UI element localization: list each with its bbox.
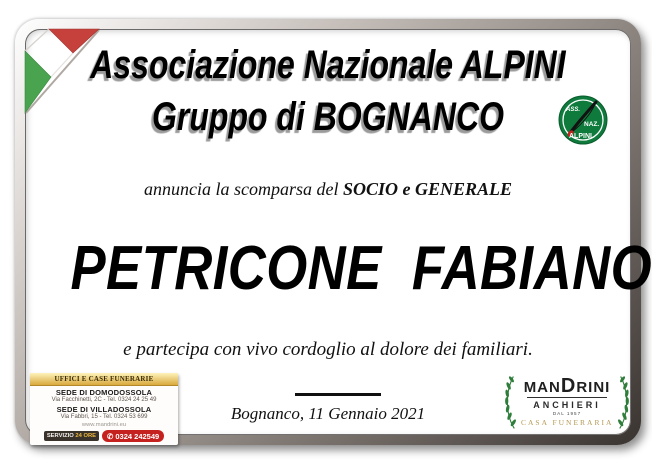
office-name: SEDE DI DOMODOSSOLA bbox=[55, 388, 153, 397]
brand-logo bbox=[502, 365, 632, 439]
service-24h-band bbox=[44, 431, 99, 441]
laurel-branch-left-icon bbox=[502, 372, 519, 432]
ana-naz-text: NAZ. bbox=[584, 121, 600, 128]
brand-name bbox=[521, 374, 613, 397]
deceased-name: PETRICONE FABIANO bbox=[70, 234, 652, 303]
funeral-card-header: UFFICI E CASE FUNERARIE bbox=[30, 373, 178, 386]
website-text: www.mandrini.eu bbox=[81, 422, 127, 428]
office-address: Via Fabbri, 15 - Tel. 0324 53 699 bbox=[60, 414, 148, 420]
brand-tagline: CASA FUNERARIA bbox=[521, 417, 614, 427]
brand-rule bbox=[527, 397, 607, 398]
group-title: Gruppo di BOGNANCO bbox=[152, 95, 504, 139]
service-prefix: SERVIZIO bbox=[46, 433, 76, 439]
divider-line bbox=[295, 393, 381, 396]
ana-alpini-logo-icon bbox=[558, 95, 608, 145]
announcement-emphasis: SOCIO e GENERALE bbox=[342, 179, 512, 199]
laurel-branch-right-icon bbox=[615, 372, 632, 432]
phone-badge bbox=[102, 430, 164, 442]
ana-ass-text: ASS. bbox=[566, 107, 581, 113]
association-title: Associazione Nazionale ALPINI bbox=[90, 43, 566, 87]
brand-secondary-name: ANCHIERI bbox=[533, 399, 601, 410]
dateline: Bognanco, 11 Gennaio 2021 bbox=[230, 404, 426, 423]
brand-name-post: RINI bbox=[576, 378, 611, 396]
brand-name-pre: MAN bbox=[523, 378, 561, 396]
funeral-offices-card bbox=[30, 373, 178, 445]
office-name: SEDE DI VILLADOSSOLA bbox=[56, 405, 152, 414]
condolence-line: e partecipa con vivo cordoglio al dolore dei familiari. bbox=[123, 339, 533, 360]
brand-name-d: D bbox=[560, 374, 577, 397]
service-highlight: 24 ORE bbox=[75, 433, 97, 439]
phone-number: 0324 242549 bbox=[115, 431, 160, 441]
brand-since: DAL 1957 bbox=[552, 410, 582, 416]
picture-frame bbox=[15, 19, 652, 445]
ana-alpini-text: ALPINI bbox=[569, 133, 592, 140]
announcement-canvas bbox=[25, 29, 652, 441]
header-title-block bbox=[25, 39, 631, 143]
announcement-prefix: annuncia la scomparsa del bbox=[143, 179, 343, 199]
brand-text-block bbox=[521, 374, 614, 427]
funeral-card-footer bbox=[30, 430, 178, 442]
phone-icon: ✆ bbox=[107, 431, 116, 441]
announcement-line bbox=[25, 179, 631, 200]
office-address: Via Facchinetti, 2C - Tel. 0324 24 25 49 bbox=[51, 397, 157, 403]
